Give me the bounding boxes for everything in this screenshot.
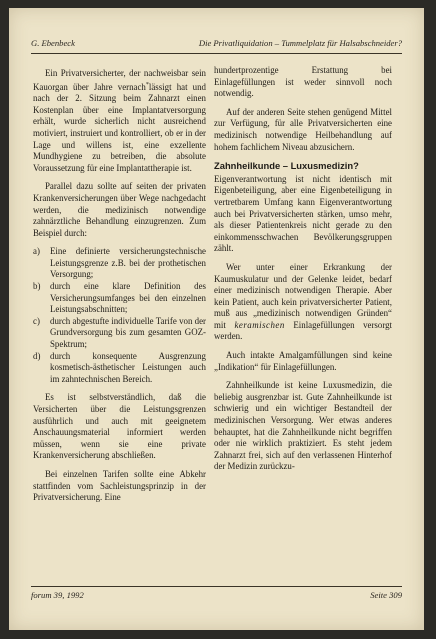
enumerated-list: [33, 246, 206, 385]
paragraph: hundertprozentige Erstattung bei Einlagefüllungen ist weder sinnvoll noch notwendig.: [214, 65, 392, 99]
header-author: G. Ebenbeck: [31, 38, 75, 48]
right-column: [214, 65, 392, 480]
paragraph: Auf der anderen Seite stehen genügend Mittel zur Verfügung, für alle Privatversicherten eine medizinisch notwendige Heilbehandlung auf hohem fachlichem Niveau abzusichern.: [214, 106, 392, 152]
header-title: Die Privatliquidation – Tummelplatz für Halsabschneider?: [198, 38, 402, 48]
page-number: Seite 309: [370, 590, 402, 600]
list-item: c) durch abgestufte individuelle Tarife von der Grundversorgung bis zum gesamten GOZ-Spektrum;: [33, 315, 206, 350]
paragraph: Parallel dazu sollte auf seiten der privaten Krankenversicherungen über Wege nachgedacht werden, die medizinisch notwendige zahnärztliche Behandlung einzugrenzen. Zum Beispiel durch:: [33, 181, 206, 238]
list-item: b) durch eine klare Definition des Versicherungsumfanges bei den einzelnen Leistungsabschnitten;: [33, 281, 206, 315]
paragraph: Wer unter einer Erkrankung der Kaumuskulatur und der Gelenke leidet, bedarf einer medizinisch notwendigen Therapie. Aber kein Patient, auch kein privatversicherter Patient, muß aus „medizinisch notwendigen Gründen“ mit keramischen Einlagefüllungen versorgt werden.: [214, 261, 393, 342]
footnote-mark: *: [145, 81, 149, 88]
running-footer: [31, 590, 402, 602]
list-item: a) Eine definierte versicherungstechnische Leistungsgrenze z.B. bei der prothetischen Versorgung;: [33, 246, 206, 280]
footer-issue: forum 39, 1992: [31, 590, 84, 600]
running-header: [31, 38, 402, 52]
paragraph: Es ist selbstverständlich, daß die Versicherten über die Leistungsgrenzen ausführlich und auch mit geeignetem Anschauungsmaterial informiert werden müssen, wenn sie eine private Krankenversicherung abschließen.: [33, 392, 206, 461]
paragraph: Bei einzelnen Tarifen sollte eine Abkehr stattfinden vom Sachleistungsprinzip in der Privatversicherung. Eine: [33, 468, 206, 503]
paragraph: Zahnheilkunde ist keine Luxusmedizin, die beliebig ausgrenzbar ist. Gute Zahnheilkunde ist schwierig und ein wichtiger Bestandteil der medizinischen Versorgung. Wer etwas anderes behauptet, hat die Zahnheilkunde nicht begriffen oder nie wirklich praktiziert. Es steht jedem Zahnarzt frei, sich auf den verlassenen Hinterhof der Medizin zurückzu-: [214, 380, 392, 472]
section-heading: Zahnheilkunde – Luxusmedizin?: [214, 160, 359, 172]
emphasis: keramischen: [234, 319, 285, 330]
paragraph: Auch intakte Amalgamfüllungen sind keine „Indikation“ für Einlagefüllungen.: [214, 350, 392, 372]
paragraph: Eigenverantwortung ist nicht identisch mit Eigenbeteiligung, aber eine Eigenbeteiligung in vertretbarem Umfang kann Eigenverantwortung auch bei Privatversicherten stärken, umso mehr, als dieser Patientenkreis nicht gerade zu den einkommensschwachen Bevölkerungsgruppen zählt.: [214, 173, 392, 254]
list-item: d) durch konsequente Ausgrenzung kosmetisch-ästhetischer Leistungen auch im zahntechnischen Bereich.: [33, 350, 206, 384]
paragraph: Ein Privatversicherter, der nachweisbar sein Kauorgan über Jahre vernach*lässigt hat und nach der 2. Sitzung beim Zahnarzt einen Kostenplan über eine Implantatversorgung erhält, wurde sicherlich nicht ausreichend motiviert, instruiert und kontrolliert, ob er in der Lage und willens ist, eine exzellente Mundhygiene zu betreiben, die absolute Voraussetzung für eine Implantattherapie ist.: [33, 68, 206, 173]
header-rule: [31, 53, 402, 54]
document-page: [9, 8, 424, 630]
left-column: [33, 68, 206, 511]
footer-rule: [31, 586, 402, 587]
